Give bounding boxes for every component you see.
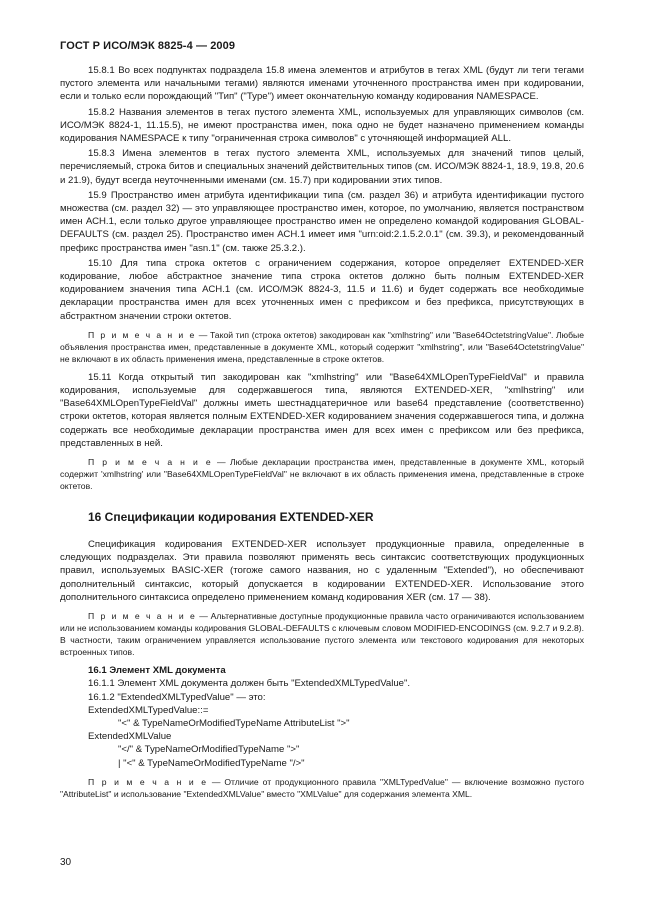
note-label: П р и м е ч а н и е (88, 776, 208, 787)
subsection-16-1-heading: 16.1 Элемент XML документа (88, 665, 226, 677)
paragraph-15-9: 15.9 Пространство имен атрибута идентификации типа (см. раздел 36) и атрибута идентификации пустого множества (см. раздел 32) — это управляющее пространство имен, которое, по умолчанию, является постранством имен АСН.1, если только другое управляющее пространство имен не определено командой кодирования GLOBAL-DEFAULTS (см. раздел 25). Пространство имен АСН.1 имеет имя "urn:oid:2.1.5.2.0.1" (см. 39.3), и рекомендованный префикс пространства имен "asn.1" (см. также 25.3.2.). (60, 189, 584, 254)
paragraph-15-10: 15.10 Для типа строка октетов с ограничением содержания, которое определяет EXTENDED-XER кодирование, любое абстрактное значение типа строка октетов должно быть полным EXTENDED-XER кодированием значения типа АСН.1 (см. ИСО/МЭК 8824-3, 11.5 и 11.6) и будет содержать все необходимые декларации пространства имен для всех уточненных имен с префиксом и без префикса, присутствующих в абстрактном значении строки октетов. (60, 257, 584, 322)
paragraph-15-8-2: 15.8.2 Названия элементов в тегах пустого элемента XML, используемых для управляющих символов (см. ИСО/МЭК 8824-1, 11.15.5), не имеют пространства имен, пока одно не будет назначено применением команды кодирования NAMESPACE к типу "ограниченная строка символов" с уточняющей информацией ALL. (60, 106, 584, 145)
note-label: П р и м е ч а н и е (88, 611, 197, 622)
note-3 (60, 610, 584, 658)
section-16-heading: 16 Спецификации кодирования EXTENDED-XER (88, 510, 374, 525)
paragraph-16-1-1: 16.1.1 Элемент XML документа должен быть "ExtendedXMLTypedValue". (88, 678, 411, 690)
code-line: ExtendedXMLTypedValue::= (88, 704, 209, 716)
code-line: "</" & TypeNameOrModifiedTypeName ">" (118, 744, 300, 756)
note-2 (60, 456, 584, 492)
note-text: — Такой тип (строка октетов) закодирован как "xmlhstring" или "Base64OctetstringValue". Любые объявления пространства имен, представленные в документе XML, который содержит "xmlhstring", или "Base64OctetstringValue" не включают в их область применения имена, представленные в строке октетов. (60, 329, 585, 364)
paragraph-16-1-2: 16.1.2 "ExtendedXMLTypedValue" — это: (88, 691, 266, 703)
note-label: П р и м е ч а н и е (88, 457, 213, 468)
note-1 (60, 329, 584, 365)
paragraph-15-8-1: 15.8.1 Во всех подпунктах подраздела 15.8 имена элементов и атрибутов в тегах XML (будут ли теги тегами пустого элемента или начальными тегами) являются именами уточненного пространства имен при кодировании, если и только если порождающий "Тип" ("Type") имеет окончательную команду кодирования NAMESPACE. (60, 65, 584, 103)
page-number: 30 (60, 857, 72, 868)
note-text: — Альтернативные доступные продукционные правила часто ограничиваются использованием или не использованием команды кодирования GLOBAL-DEFAULTS с ключевым словом MODIFIED-ENCODINGS (см. 9.2.7 и 9.2.8). В частности, таким ограничением управляется использование пустого элемента или текстового кодирования для некоторых встроенных типов. (60, 611, 585, 658)
code-line: "<" & TypeNameOrModifiedTypeName AttributeList ">" (118, 717, 350, 729)
note-text: — Любые декларации пространства имен, представленные в документе XML, который содержит 'xmlhstring' или "Base64XMLOpenTypeFieldVal" не включают в их область применения имена, представленные в строке октетов. (60, 457, 585, 492)
paragraph-15-11: 15.11 Когда открытый тип закодирован как "xmlhstring" или "Base64XMLOpenTypeFieldVal" и правила кодирования, используемые для содержавшегося типа, являются EXTENDED-XER, "xmlhstring" или "Base64XMLOpenTypeFieldVal" должны иметь шестнадцатеричное или base64 представление (соответственно) строки октетов, которая является полным EXTENDED-XER кодированием значения содержавшегося типа, и должна содержать все необходимые декларации пространства имен для всех имен с префиксом или без префикса, представленных в ней. (60, 371, 584, 449)
code-line: ExtendedXMLValue (88, 731, 172, 743)
note-4 (60, 776, 584, 800)
note-label: П р и м е ч а н и е (88, 329, 197, 340)
paragraph-16-intro: Спецификация кодирования EXTENDED-XER использует продукционные правила, определенные в следующих подразделах. Эти правила позволяют применять весь синтаксис соответствующих продукционных правил, используемых BASIC-XER (тогоже самого названия, но с удаленным "Extended"), но обеспечивают дополнительный синтаксис, который допускается в кодировании EXTENDED-XER. Использование этого дополнительного синтаксиса определено применением команд кодирования XER (см. 17 — 38). (60, 539, 584, 603)
paragraph-15-8-3: 15.8.3 Имена элементов в тегах пустого элемента XML, используемых для значений типов целый, перечисляемый, строка битов и специальных значений действительных типов (см. ИСО/МЭК 8824-1, 18.9, 19.8, 20.6 и 21.9), будут всегда неуточненными именами (см. 15.7) при кодировании этих типов. (60, 148, 584, 186)
document-header: ГОСТ Р ИСО/МЭК 8825-4 — 2009 (60, 40, 236, 52)
code-line: | "<" & TypeNameOrModifiedTypeName "/>" (118, 757, 305, 769)
note-text: — Отличие от продукционного правила "XMLTypedValue" — включение возможно пустого "AttributeList" и использование "ExtendedXMLValue" вместо "XMLValue" для содержания элемента XML. (60, 776, 585, 799)
